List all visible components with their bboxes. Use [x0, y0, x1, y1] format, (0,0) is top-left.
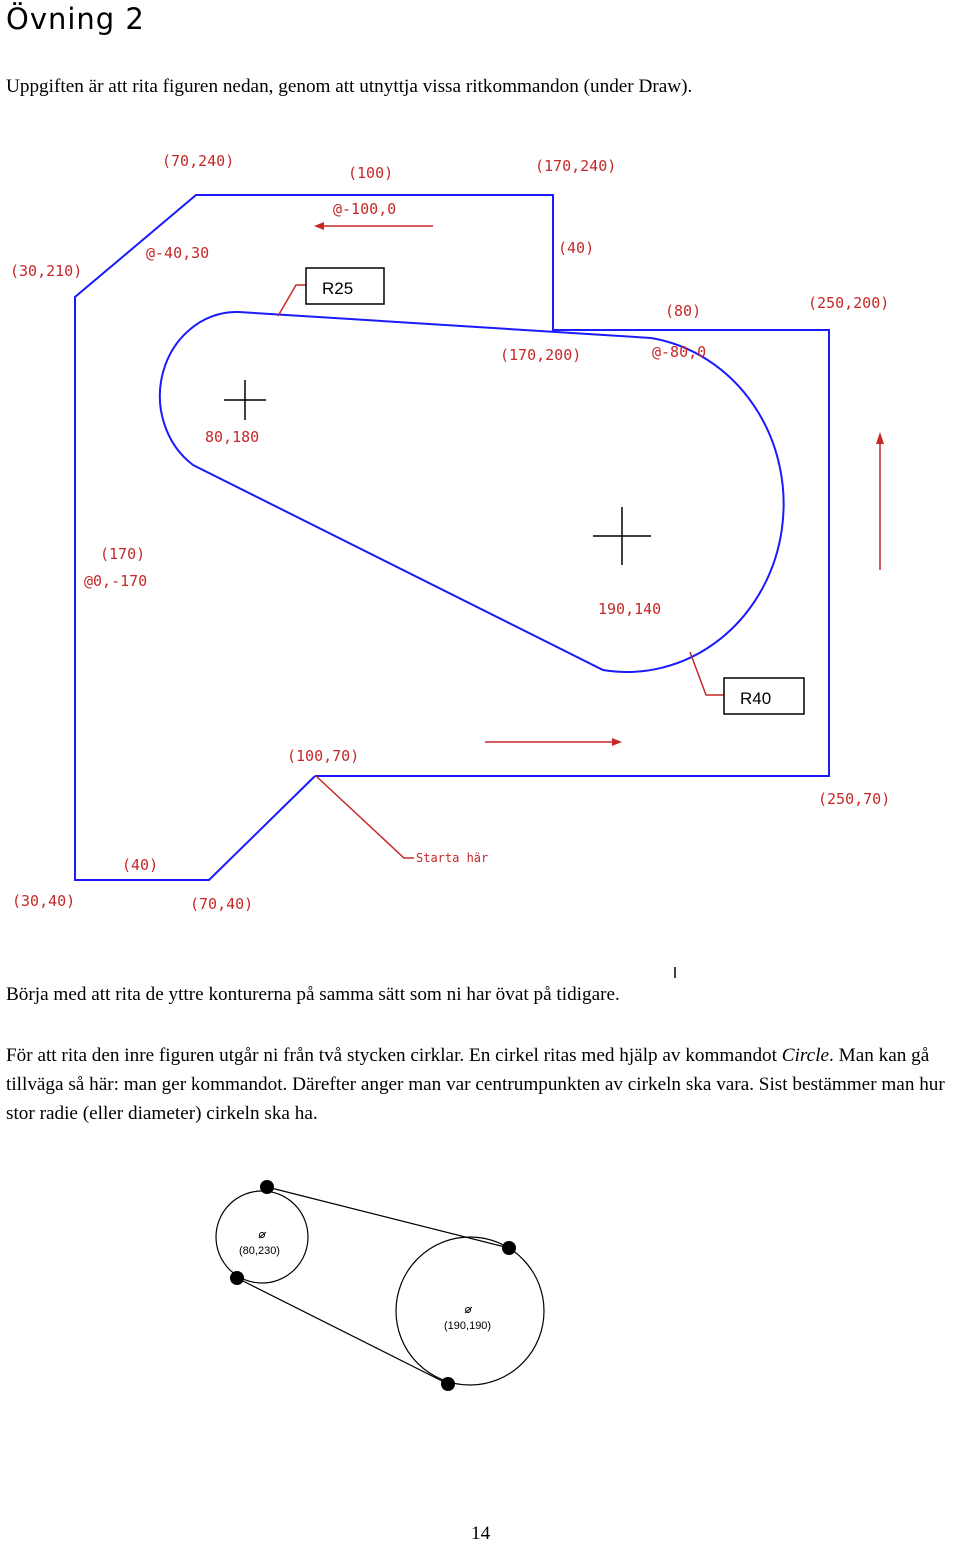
r25-label: R25: [322, 279, 354, 298]
label-center-80-180: 80,180: [205, 428, 260, 446]
label-30-210: (30,210): [10, 262, 83, 280]
arrow-up-head: [876, 432, 884, 444]
r40-label: R40: [740, 689, 772, 708]
paragraph-part2: . Man kan gå tillväga så här: man ger kommandot. Därefter anger man var centrumpunkten av cirkeln ska vara. Sist bestämmer man hur stor radie (eller diameter) cirkeln ska ha.: [6, 1045, 945, 1124]
label-40-top: (40): [558, 239, 595, 257]
label-cmd-170: @0,-170: [84, 572, 148, 590]
label-40-bottom: (40): [122, 856, 159, 874]
label-80: (80): [665, 302, 702, 320]
leader-r25: [278, 285, 306, 316]
label-170-200: (170,200): [500, 346, 582, 364]
intro-text: Uppgiften är att rita figuren nedan, genom att utnyttja vissa ritkommandon (under Draw).: [6, 76, 693, 97]
label-30-40: (30,40): [12, 892, 76, 910]
leader-r40: [690, 652, 724, 695]
outer-contour: [75, 195, 829, 880]
circle-command: Circle: [781, 1045, 830, 1066]
leader-start: [316, 776, 414, 858]
label-250-200: (250,200): [808, 294, 890, 312]
circles-figure: [216, 1187, 544, 1385]
arrow-left-head: [314, 222, 324, 230]
label-cmd-100: @-100,0: [333, 200, 397, 218]
label-100: (100): [348, 164, 394, 182]
label-70-40: (70,40): [190, 895, 254, 913]
arrow-right-head: [612, 738, 622, 746]
small-circle-center-label: (80,230): [239, 1245, 280, 1257]
page-number: 14: [471, 1523, 491, 1544]
center-cross-small: [224, 380, 266, 420]
paragraph-part1: För att rita den inre figuren utgår ni från två stycken cirklar. En cirkel ritas med hjälp av kommandot: [6, 1045, 782, 1066]
large-circle-center-label: (190,190): [444, 1320, 492, 1332]
exercise-heading: Övning 2: [6, 2, 145, 36]
label-170: (170): [100, 545, 146, 563]
label-250-70: (250,70): [818, 790, 891, 808]
inner-slot-shape: [160, 312, 784, 672]
center-cross-large: [593, 507, 651, 565]
label-cmd-80: @-80,0: [652, 343, 707, 361]
label-start-here: Starta här: [416, 851, 489, 865]
label-70-240: (70,240): [162, 152, 235, 170]
label-170-240: (170,240): [535, 157, 617, 175]
tangent-points: [230, 1180, 516, 1391]
label-100-70: (100,70): [287, 747, 360, 765]
paragraph-outer-contours: Börja med att rita de yttre konturerna på samma sätt som ni har övat på tidigare.: [6, 984, 620, 1005]
paragraph-circle-instructions: [6, 1041, 956, 1128]
label-center-190-140: 190,140: [598, 600, 662, 618]
label-cmd-40-30: @-40,30: [146, 244, 210, 262]
